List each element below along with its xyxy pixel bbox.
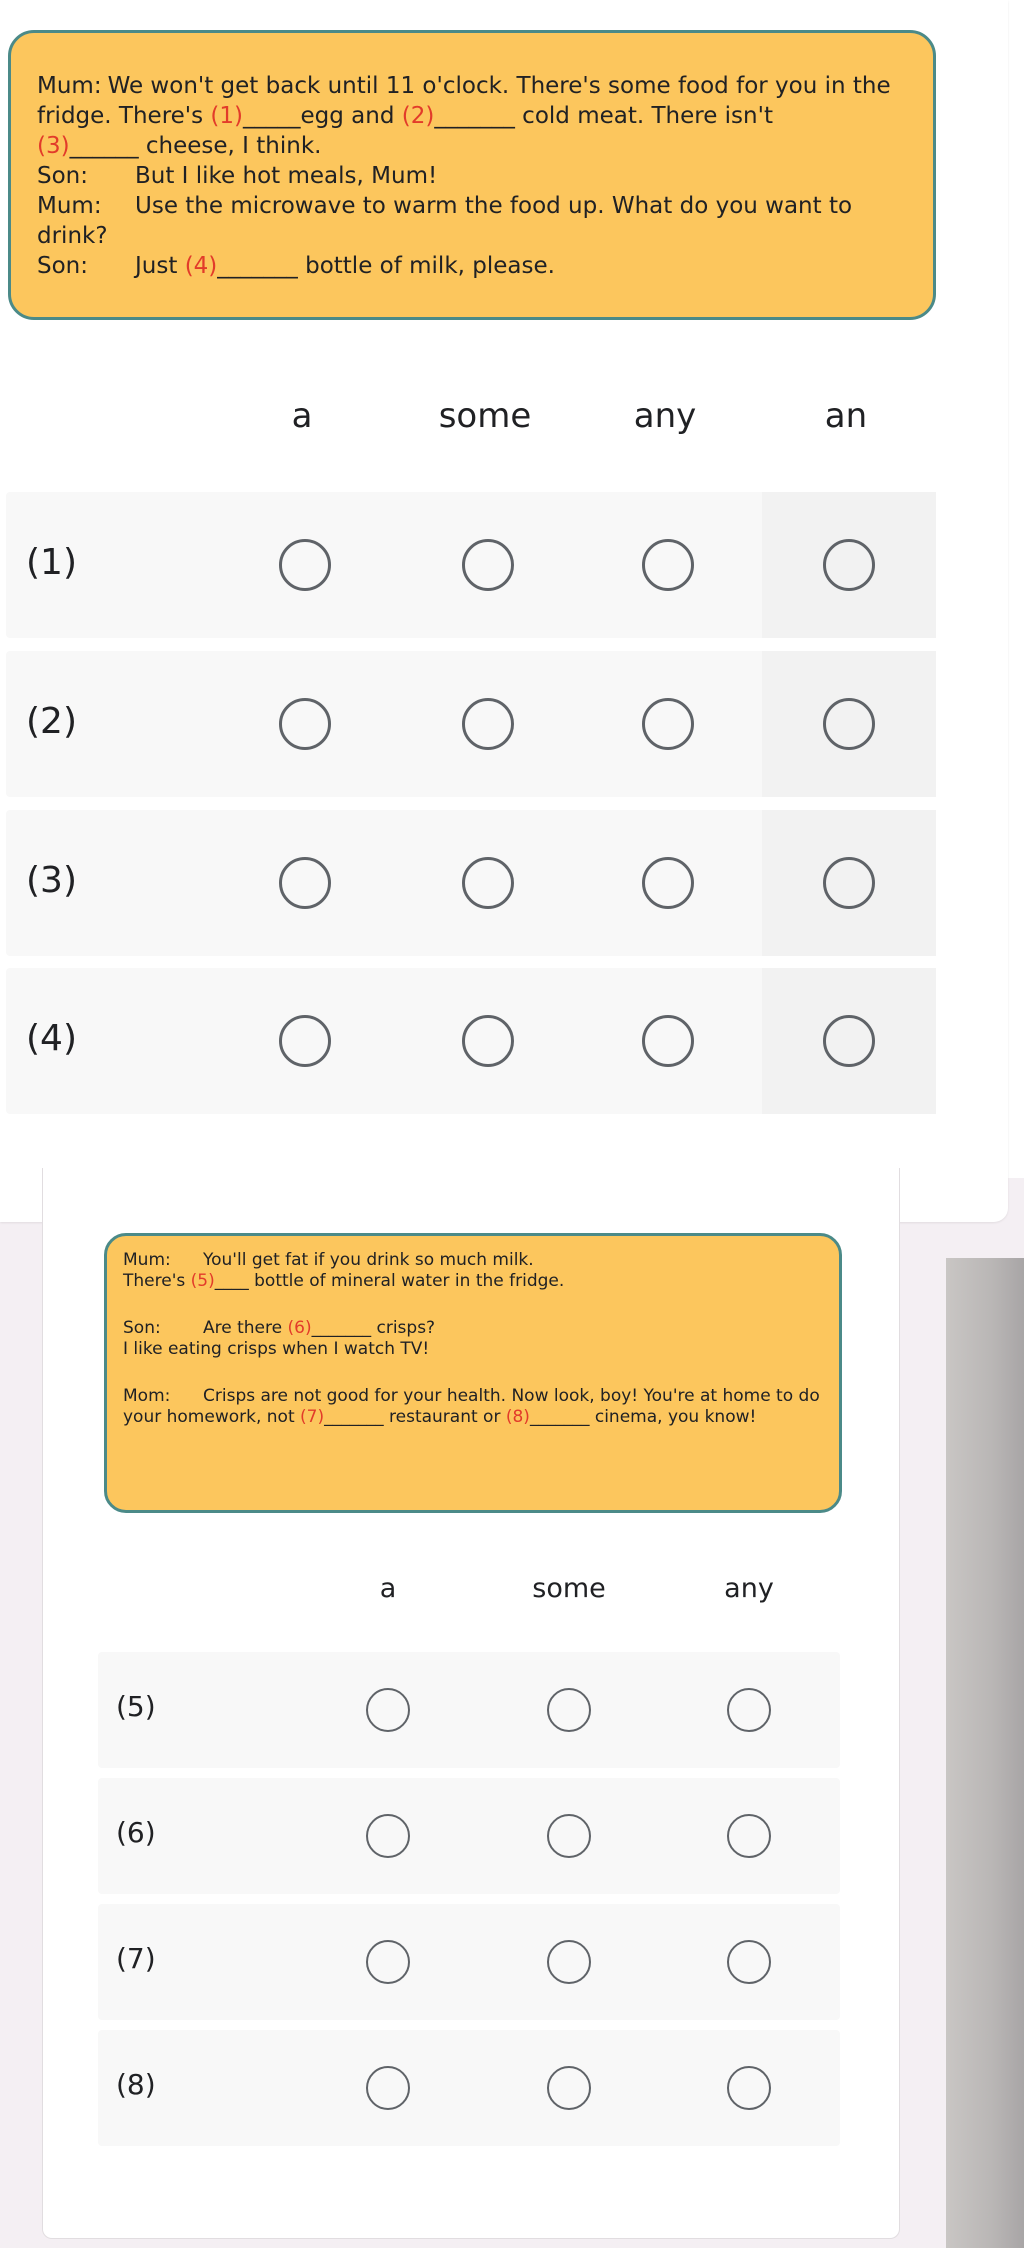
radio-some[interactable] [547, 2066, 591, 2110]
blank-marker: (1) [210, 103, 244, 129]
radio-any[interactable] [642, 1015, 694, 1067]
row-label: (7) [116, 1942, 156, 1975]
dialogue-line: Son: Just (4)_______ bottle of milk, please. [37, 253, 555, 279]
dialogue-line: Mom: Crisps are not good for your health. Now look, boy! You're at home to do your homework, not (7)_______ restaurant or (8)_______ cinema, you know! [123, 1386, 820, 1427]
dialogue-line: Son: Are there (6)_______ crisps? I like eating crisps when I watch TV! [123, 1318, 436, 1359]
radio-an[interactable] [823, 539, 875, 591]
blank-marker: (6) [287, 1318, 312, 1338]
row-label: (5) [116, 1690, 156, 1723]
speaker-label: Mum: [37, 193, 102, 219]
column-header-any: any [633, 396, 697, 436]
blank-marker: (4) [184, 253, 218, 279]
dialogue-box-1 [8, 30, 936, 320]
dialogue-line: Mum: We won't get back until 11 o'clock. There's some food for you in the fridge. There's (1)_____egg and (2)_______ cold meat. There isn't (3)______ cheese, I think. [37, 73, 891, 159]
radio-any[interactable] [642, 539, 694, 591]
blank-marker: (5) [190, 1271, 215, 1291]
radio-a[interactable] [279, 857, 331, 909]
column-header-some: some [532, 1573, 606, 1604]
row-label: (2) [26, 701, 77, 742]
radio-some[interactable] [547, 1940, 591, 1984]
row-label: (1) [26, 542, 77, 583]
dialogue-line: Mum: Use the microwave to warm the food up. What do you want to drink? [37, 193, 853, 249]
blank-marker: (7) [300, 1407, 325, 1427]
speaker-label: Mom: [123, 1386, 171, 1406]
radio-some[interactable] [462, 1015, 514, 1067]
column-header-a: a [379, 1573, 397, 1604]
blank-marker: (3) [37, 133, 70, 159]
radio-any[interactable] [727, 1688, 771, 1732]
row-label: (8) [116, 2068, 156, 2101]
radio-a[interactable] [366, 1688, 410, 1732]
grid-row [98, 1652, 840, 1768]
column-header-any: any [724, 1573, 774, 1604]
radio-a[interactable] [279, 698, 331, 750]
grid-row [6, 968, 936, 1114]
speaker-label: Mum: [123, 1250, 171, 1270]
radio-any[interactable] [727, 1814, 771, 1858]
column-header-a: a [291, 396, 313, 436]
grid-row [6, 810, 936, 956]
speaker-label: Son: [123, 1318, 161, 1338]
radio-some[interactable] [547, 1688, 591, 1732]
dialogue-line: Mum: You'll get fat if you drink so much milk. There's (5)____ bottle of mineral water in the fridge. [123, 1250, 565, 1291]
row-label: (3) [26, 860, 77, 901]
dialogue-line: Son: But I like hot meals, Mum! [37, 163, 438, 189]
dialogue-box-2 [104, 1233, 842, 1513]
grid-row [6, 492, 936, 638]
speaker-label: Son: [37, 253, 88, 279]
radio-any[interactable] [642, 857, 694, 909]
row-label: (4) [26, 1018, 77, 1059]
column-header-some: some [438, 396, 532, 436]
grid-row [98, 2030, 840, 2146]
grid-row [6, 651, 936, 797]
blank-marker: (8) [505, 1407, 530, 1427]
radio-a[interactable] [366, 1940, 410, 1984]
background-edge [946, 1258, 1024, 2248]
radio-a[interactable] [366, 1814, 410, 1858]
speaker-label: Son: [37, 163, 88, 189]
radio-some[interactable] [462, 539, 514, 591]
grid-row [98, 1778, 840, 1894]
radio-an[interactable] [823, 1015, 875, 1067]
radio-some[interactable] [547, 1814, 591, 1858]
radio-any[interactable] [727, 1940, 771, 1984]
radio-any[interactable] [642, 698, 694, 750]
radio-an[interactable] [823, 857, 875, 909]
radio-a[interactable] [279, 1015, 331, 1067]
grid-row [98, 1904, 840, 2020]
row-label: (6) [116, 1816, 156, 1849]
speaker-label: Mum: [37, 73, 102, 99]
radio-a[interactable] [279, 539, 331, 591]
blank-marker: (2) [401, 103, 435, 129]
column-header-an: an [824, 396, 868, 436]
radio-some[interactable] [462, 857, 514, 909]
radio-a[interactable] [366, 2066, 410, 2110]
radio-an[interactable] [823, 698, 875, 750]
radio-some[interactable] [462, 698, 514, 750]
radio-any[interactable] [727, 2066, 771, 2110]
